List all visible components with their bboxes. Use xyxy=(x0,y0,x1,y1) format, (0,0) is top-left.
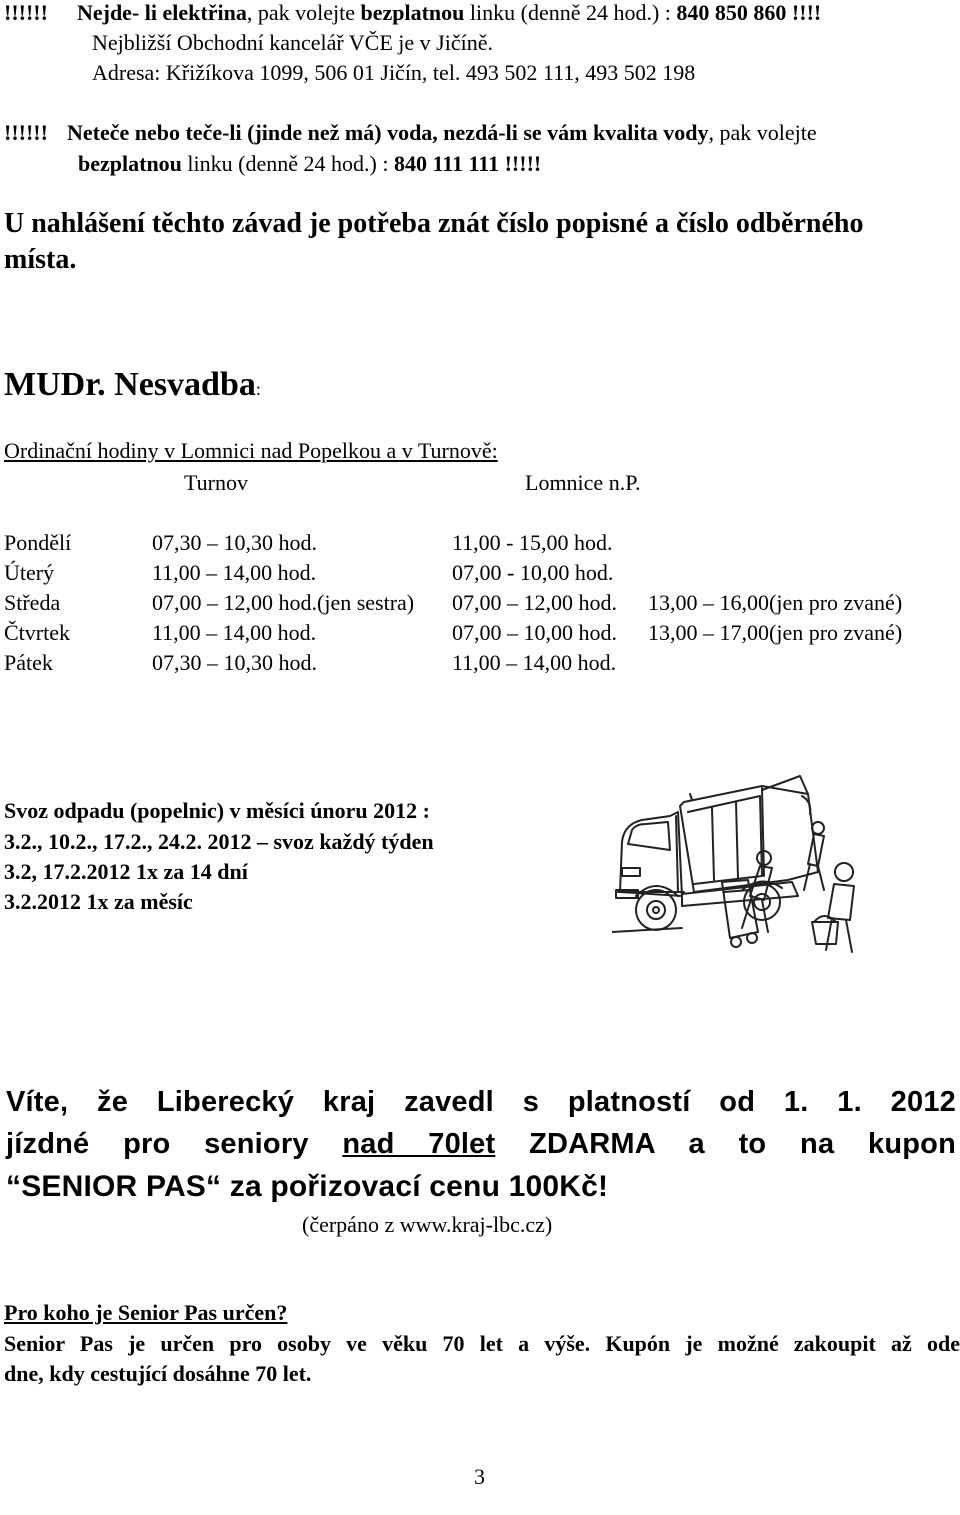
senior-line-2-b: ZDARMA a to na kupon xyxy=(529,1128,956,1160)
odpad-line-2: 3.2, 17.2.2012 1x za 14 dní xyxy=(4,859,248,884)
elektrina-mark: !!!!!! xyxy=(4,0,48,25)
schedule-turnov: 07,00 – 12,00 hod.(jen sestra) xyxy=(152,590,415,615)
schedule-day: Pondělí xyxy=(4,530,72,555)
schedule-lomnice: 07,00 – 12,00 hod. xyxy=(452,590,617,615)
schedule-extra: 13,00 – 17,00(jen pro zvané) xyxy=(648,620,903,645)
elektrina-text2: linku (denně 24 hod.) : xyxy=(464,0,677,25)
elektrina-text1: , pak volejte xyxy=(246,0,361,25)
doctor-subtitle: Ordinační hodiny v Lomnici nad Popelkou a v Turnově: xyxy=(4,438,498,463)
schedule-extra: 13,00 – 16,00(jen pro zvané) xyxy=(648,590,903,615)
senior-answer-line-2: dne, kdy cestující dosáhne 70 let. xyxy=(4,1361,312,1386)
page-number: 3 xyxy=(474,1464,485,1489)
elektrina-line-1 xyxy=(4,0,821,26)
schedule-lomnice: 11,00 – 14,00 hod. xyxy=(452,650,617,675)
voda-line-2 xyxy=(78,151,541,177)
voda-mark: !!!!!! xyxy=(4,120,48,145)
senior-question: Pro koho je Senior Pas určen? xyxy=(4,1300,288,1325)
senior-line-2-underlined: nad 70let xyxy=(342,1128,496,1160)
schedule-day: Čtvrtek xyxy=(4,620,70,645)
notice-line-2: místa. xyxy=(4,244,77,275)
col-turnov-header: Turnov xyxy=(184,470,248,495)
odpad-line-1: 3.2., 10.2., 17.2., 24.2. 2012 – svoz každý týden xyxy=(4,829,434,854)
schedule-turnov: 07,30 – 10,30 hod. xyxy=(152,530,317,555)
col-lomnice-header: Lomnice n.P. xyxy=(525,470,641,495)
notice-line-1: U nahlášení těchto závad je potřeba znát číslo popisné a číslo odběrného xyxy=(4,208,864,239)
senior-line-2 xyxy=(6,1128,956,1161)
schedule-lomnice: 07,00 – 10,00 hod. xyxy=(452,620,617,645)
schedule-day: Pátek xyxy=(4,650,53,675)
odpad-line-3: 3.2.2012 1x za měsíc xyxy=(4,889,193,914)
senior-line-2-a: jízdné pro seniory xyxy=(6,1128,343,1160)
schedule-turnov: 11,00 – 14,00 hod. xyxy=(152,560,317,585)
doctor-colon: : xyxy=(255,379,261,399)
senior-answer-line-1: Senior Pas je určen pro osoby ve věku 70 let a výše. Kupón je možné zakoupit až ode xyxy=(4,1331,960,1356)
senior-answer xyxy=(4,1329,960,1389)
doctor-title: MUDr. Nesvadba xyxy=(4,366,256,403)
schedule-day: Středa xyxy=(4,590,61,615)
elektrina-lead: Nejde- li elektřina xyxy=(76,0,247,25)
garbage-truck-illustration xyxy=(612,772,882,962)
senior-source: (čerpáno z www.kraj-lbc.cz) xyxy=(302,1212,553,1237)
senior-line-3: “SENIOR PAS“ za pořizovací cenu 100Kč! xyxy=(6,1170,609,1203)
voda-bold: bezplatnou xyxy=(78,151,182,176)
voda-text1: , pak volejte xyxy=(708,120,817,145)
voda-text2: linku (denně 24 hod.) : xyxy=(181,151,394,176)
schedule-lomnice: 11,00 - 15,00 hod. xyxy=(452,530,613,555)
voda-line-1 xyxy=(4,120,817,146)
senior-line-1: Víte, že Liberecký kraj zavedl s platností od 1. 1. 2012 xyxy=(6,1086,956,1118)
odpad-title: Svoz odpadu (popelnic) v měsíci únoru 2012 : xyxy=(4,798,430,823)
voda-end: !!!!! xyxy=(504,151,542,176)
schedule-turnov: 07,30 – 10,30 hod. xyxy=(152,650,317,675)
voda-number: 840 111 111 xyxy=(393,151,505,176)
voda-lead: Neteče nebo teče-li (jinde než má) voda, nezdá-li se vám kvalita vody xyxy=(66,120,709,145)
schedule-turnov: 11,00 – 14,00 hod. xyxy=(152,620,317,645)
elektrina-bold: bezplatnou xyxy=(360,0,465,25)
schedule-day: Úterý xyxy=(4,560,55,585)
schedule-lomnice: 07,00 - 10,00 hod. xyxy=(452,560,614,585)
elektrina-office: Nejbližší Obchodní kancelář VČE je v Jičíně. xyxy=(92,30,493,55)
elektrina-address: Adresa: Křižíkova 1099, 506 01 Jičín, tel. 493 502 111, 493 502 198 xyxy=(92,60,696,85)
elektrina-number: 840 850 860 !!!! xyxy=(676,0,822,25)
doctor-heading xyxy=(4,366,261,404)
